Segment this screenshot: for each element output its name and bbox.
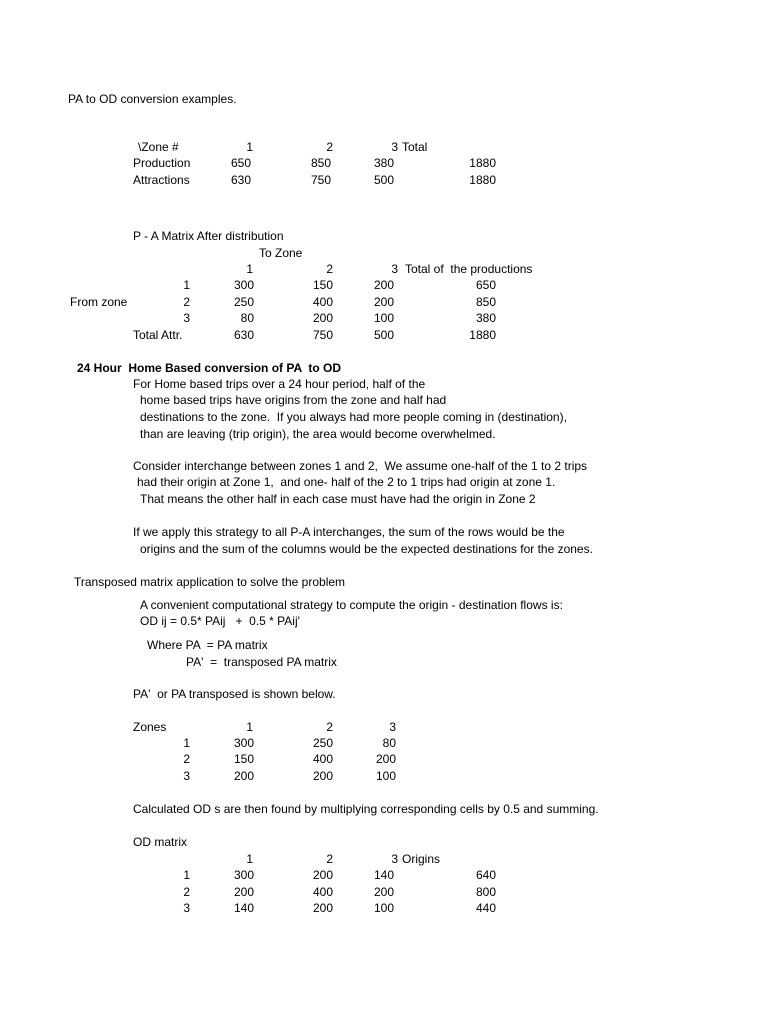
- table-cell: 800: [475, 885, 496, 899]
- table-cell: 650: [231, 156, 252, 170]
- table-cell: 1880: [469, 173, 496, 187]
- paragraph-line: than are leaving (trip origin), the area would become overwhelmed.: [140, 427, 496, 441]
- table-cell: 650: [475, 278, 496, 292]
- total-attr-label: Total Attr.: [133, 328, 183, 342]
- table-cell: 140: [233, 901, 254, 915]
- row-label: Attractions: [133, 173, 190, 187]
- col-header: 2: [326, 720, 333, 734]
- table-cell: 440: [475, 901, 496, 915]
- table-cell: 100: [374, 901, 395, 915]
- table-cell: 100: [374, 311, 395, 325]
- paragraph-line: origins and the sum of the columns would be the expected destinations for the zones.: [140, 542, 593, 556]
- col-header-total: Total: [402, 140, 428, 154]
- col-header: 2: [326, 852, 333, 866]
- col-header: 1: [246, 262, 253, 276]
- table-cell: 630: [233, 328, 254, 342]
- table-cell: 100: [375, 769, 396, 783]
- paragraph-line: PA' or PA transposed is shown below.: [133, 687, 336, 701]
- col-header: 3: [391, 140, 398, 154]
- table-cell: 300: [233, 736, 254, 750]
- row-zone: 1: [183, 278, 190, 292]
- section-heading: Transposed matrix application to solve the problem: [74, 575, 346, 589]
- table-cell: 80: [240, 311, 254, 325]
- origins-header: Origins: [402, 852, 441, 866]
- section-heading: 24 Hour Home Based conversion of PA to OD: [77, 361, 342, 375]
- paragraph-line: For Home based trips over a 24 hour period, half of the: [133, 377, 426, 391]
- row-zone: 1: [183, 868, 190, 882]
- col-header: 2: [326, 262, 333, 276]
- table-cell: 850: [475, 295, 496, 309]
- row-zone: 3: [183, 769, 190, 783]
- table-cell: 250: [233, 295, 254, 309]
- zones-label: Zones: [133, 720, 167, 734]
- table-cell: 630: [231, 173, 252, 187]
- table-cell: 400: [312, 752, 333, 766]
- table-cell: 200: [233, 769, 254, 783]
- table-cell: 200: [312, 311, 333, 325]
- paragraph-line: home based trips have origins from the zone and half had: [140, 393, 447, 407]
- col-header: 3: [389, 720, 396, 734]
- table-cell: 850: [311, 156, 332, 170]
- col-header: 1: [246, 852, 253, 866]
- col-header: 1: [246, 140, 253, 154]
- row-zone: 3: [183, 901, 190, 915]
- table-cell: 640: [475, 868, 496, 882]
- table-cell: 150: [312, 278, 333, 292]
- row-zone: 2: [183, 295, 190, 309]
- row-zone: 1: [183, 736, 190, 750]
- total-productions-header: Total of the productions: [405, 262, 533, 276]
- table-cell: 200: [312, 901, 333, 915]
- col-header: 3: [391, 262, 398, 276]
- table-cell: 300: [233, 868, 254, 882]
- table-cell: 750: [311, 173, 332, 187]
- paragraph-line: destinations to the zone. If you always had more people coming in (destination),: [140, 410, 567, 424]
- paragraph-line: Consider interchange between zones 1 and 2, We assume one-half of the 1 to 2 trips: [133, 459, 588, 473]
- where-line: PA' = transposed PA matrix: [186, 655, 337, 669]
- paragraph-line: had their origin at Zone 1, and one- half of the 2 to 1 trips had origin at zone 1.: [137, 475, 556, 489]
- table-cell: 380: [374, 156, 395, 170]
- to-zone-label: To Zone: [259, 246, 303, 260]
- zone-header-label: \Zone #: [138, 140, 179, 154]
- table-cell: 250: [312, 736, 333, 750]
- table-cell: 140: [374, 868, 395, 882]
- paragraph-line: That means the other half in each case must have had the origin in Zone 2: [140, 492, 536, 506]
- table-cell: 200: [374, 885, 395, 899]
- where-line: Where PA = PA matrix: [147, 638, 268, 652]
- table-cell: 1880: [469, 156, 496, 170]
- formula: OD ij = 0.5* PAij + 0.5 * PAij': [140, 614, 300, 628]
- table-cell: 750: [312, 328, 333, 342]
- col-header: 3: [391, 852, 398, 866]
- row-zone: 2: [183, 752, 190, 766]
- table-cell: 380: [475, 311, 496, 325]
- table-cell: 400: [312, 295, 333, 309]
- calc-note: Calculated OD s are then found by multiplying corresponding cells by 0.5 and summing.: [133, 802, 599, 816]
- table-cell: 80: [382, 736, 396, 750]
- table-cell: 500: [374, 328, 395, 342]
- pa-matrix-title: P - A Matrix After distribution: [133, 229, 284, 243]
- table-cell: 200: [312, 868, 333, 882]
- table-cell: 200: [375, 752, 396, 766]
- table-cell: 150: [233, 752, 254, 766]
- col-header: 1: [246, 720, 253, 734]
- od-matrix-title: OD matrix: [133, 835, 187, 849]
- table-cell: 500: [374, 173, 395, 187]
- page-title: PA to OD conversion examples.: [68, 92, 237, 106]
- row-label: Production: [133, 156, 191, 170]
- table-cell: 200: [233, 885, 254, 899]
- row-zone: 2: [183, 885, 190, 899]
- from-zone-label: From zone: [70, 295, 128, 309]
- row-zone: 3: [183, 311, 190, 325]
- paragraph-line: If we apply this strategy to all P-A interchanges, the sum of the rows would be the: [133, 525, 565, 539]
- paragraph-line: A convenient computational strategy to compute the origin - destination flows is:: [140, 598, 563, 612]
- table-cell: 1880: [469, 328, 496, 342]
- col-header: 2: [326, 140, 333, 154]
- table-cell: 200: [374, 295, 395, 309]
- table-cell: 200: [374, 278, 395, 292]
- table-cell: 200: [312, 769, 333, 783]
- table-cell: 400: [312, 885, 333, 899]
- table-cell: 300: [233, 278, 254, 292]
